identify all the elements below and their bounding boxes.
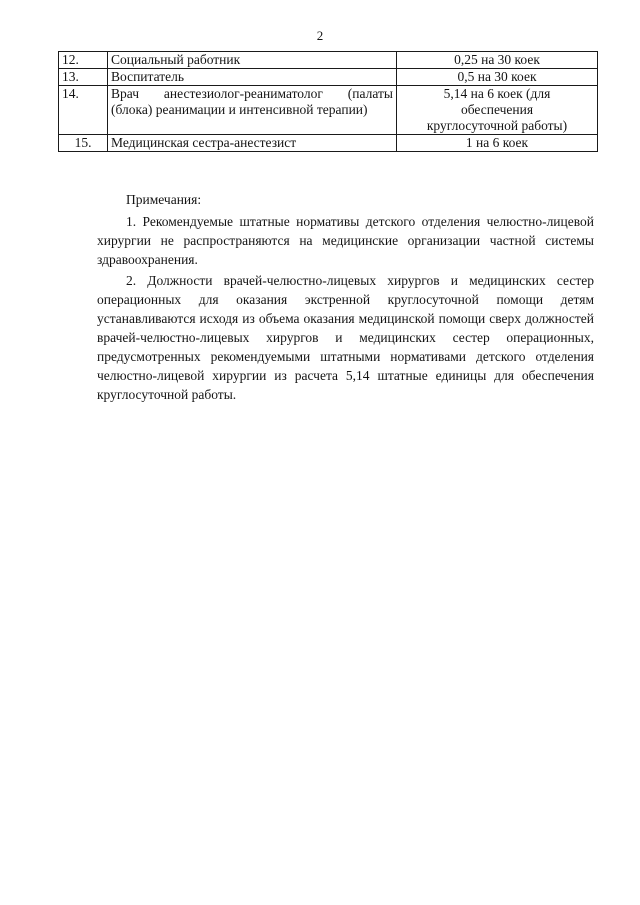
notes-title: Примечания: [126, 192, 202, 207]
position-line: Врач анестезиолог-реаниматолог (палаты [111, 86, 393, 101]
norm-cell: 0,5 на 30 коек [397, 69, 598, 86]
norm-line: 5,14 на 6 коек (для [443, 86, 551, 101]
staffing-table [58, 51, 598, 152]
norm-line: круглосуточной работы) [426, 118, 568, 133]
notes-section [97, 190, 594, 404]
page-number: 2 [316, 28, 324, 43]
norm-cell: 0,25 на 30 коек [397, 52, 598, 69]
norm-line: обеспечения [460, 102, 534, 117]
table-row [59, 135, 598, 152]
note-item: 2. Должности врачей-челюстно-лицевых хирургов и медицинских сестер операционных для оказания экстренной круглосуточной помощи детям устанавливаются исходя из объема оказания медицинской помощи сверх должностей врачей-челюстно-лицевых хирургов и медицинских сестер операционных, предусмотренных рекомендуемыми штатными нормативами детского отделения челюстно-лицевой хирургии из расчета 5,14 штатные единицы для обеспечения круглосуточной работы. [97, 273, 594, 402]
row-number: 12. [59, 52, 108, 69]
norm-cell: 1 на 6 коек [397, 135, 598, 152]
note-item: 1. Рекомендуемые штатные нормативы детского отделения челюстно-лицевой хирургии не распространяются на медицинские организации частной системы здравоохранения. [97, 214, 594, 267]
table-row [59, 52, 598, 69]
norm-cell [397, 86, 598, 135]
row-number: 15. [59, 135, 108, 152]
position-cell: Медицинская сестра-анестезист [108, 135, 397, 152]
position-cell: Социальный работник [108, 52, 397, 69]
position-cell: Воспитатель [108, 69, 397, 86]
position-line: (блока) реанимации и интенсивной терапии) [111, 102, 368, 117]
row-number: 13. [59, 69, 108, 86]
table-row [59, 69, 598, 86]
position-cell [108, 86, 397, 135]
table-row [59, 86, 598, 135]
row-number: 14. [59, 86, 108, 135]
